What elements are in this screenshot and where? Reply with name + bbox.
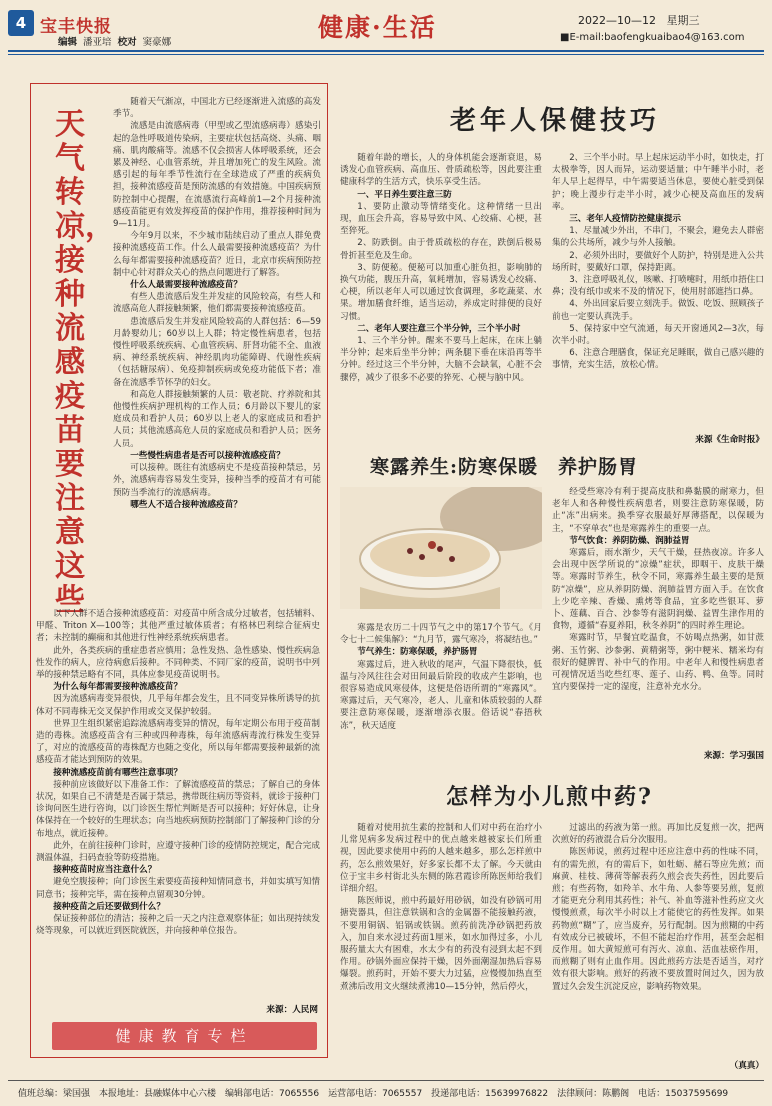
paragraph: 世界卫生组织紧密追踪流感病毒变异的情况，每年定期公布用于疫苗制造的毒株。流感疫苗含有三种或四种毒株，每年流感病毒流行株发生变异了，对应的流感疫苗的毒株配方也随之变化，所以每年都需要接种最新的流感疫苗才能达到预防的效果。: [36, 718, 320, 766]
paragraph: 寒露过后，进入秋收的尾声，气温下降很快，低温与冷风往往会对田间最后阶段的收成产生影响，也很容易造成风寒侵体，这便是俗语所谓的“寒露风”。寒露过后，天气寒冷，老人、儿童和体质较弱的人群要注意防寒保暖，逐渐增添衣服。俗话说“春捂秋冻”，秋天适度: [340, 659, 542, 731]
subheading: 接种疫苗之后还要做到什么？: [53, 901, 165, 912]
footer-info: 值班总编：梁国强 本报地址：县融媒体中心六楼 编辑部电话：7065556 运营部电话：7065557 投递部电话：15639976822 法律顾问：陈鹏阁 电话：15037595699: [18, 1089, 729, 1099]
paragraph: 3、防便秘。便秘可以加重心脏负担，影响肺的换气功能，腹压升高，氧耗增加，容易诱发心绞痛、心梗，所以老年人可以通过饮食调理，多吃蔬菜、水果。增加膳食纤维，适当运动，养成定时排便的良好习惯。: [340, 262, 542, 322]
subheading: 一、平日养生要注意三防: [357, 189, 452, 200]
left-article-title: 天气转凉，接种流感疫苗要注意这些: [55, 107, 115, 618]
article1-column-2: [552, 152, 764, 372]
paragraph: 1、三个半分钟。醒来不要马上起床，在床上躺半分钟；起来后坐半分钟；两条腿下垂在床沿再等半分钟。经过这三个半分钟，大脑不会缺氧，心脏不会骤停，减少了很多不必要的猝死、心梗与脑中风。: [340, 336, 542, 383]
paragraph: 可以接种。既往有流感病史不是疫苗接种禁忌，另外，流感病毒容易发生变异，接种当季的疫苗才有可能预防当季流行的流感病毒。: [113, 463, 321, 498]
paragraph: 此外，在前往接种门诊时，应遵守接种门诊的疫情防控规定，配合完成测温体温，扫码查验等防疫措施。: [36, 840, 320, 864]
weekday-text: 星期三: [666, 14, 700, 27]
issue-date: [578, 12, 700, 28]
article3-title: 怎样为小儿煎中药?: [446, 784, 653, 810]
paragraph: 有些人患流感后发生并发症的风险较高，有些人和流感高危人群接触频繁，他们都需要接种流感疫苗。: [113, 292, 321, 315]
subheading: 什么人最需要接种流感疫苗？: [130, 280, 242, 291]
editor-name: 潘亚培: [83, 37, 112, 48]
contact-email: ■E-mail:baofengkuaibao4@163.com: [560, 32, 745, 43]
paragraph: 接种前应该做好以下准备工作：了解流感疫苗的禁忌；了解自己的身体状况，如果自己不清楚是否属于禁忌，携带既往病历等资料，就诊于接种门诊询问医生进行咨询，以门诊医生帮忙判断是否可以接种；好好休息，让身体保持在一个较好的生理状态；向当地疾病预防控制部门了解接种门诊的分布地点，就近接种。: [36, 779, 320, 839]
article3-column-1: [340, 822, 542, 993]
article2-column-2: [552, 486, 764, 693]
paragraph: 和高危人群接触频繁的人员：敬老院、疗养院和其他慢性疾病护理机构的工作人员；6月龄以下婴儿的家庭成员和看护人员；60岁以上老人的家庭成员和看护人员；其他流感高危人员的家庭成员和看护人员；医务人员。: [113, 389, 321, 449]
paragraph: 因为流感病毒变异很快，几乎每年都会发生，且不同变异株所诱导的抗体对不同毒株无交叉保护作用或交叉保护较弱。: [36, 694, 320, 717]
subheading: 三、老年人疫情防控健康提示: [569, 214, 681, 225]
porridge-photo: [340, 487, 542, 609]
subheading: 接种流感疫苗前有哪些注意事项？: [53, 767, 183, 778]
subheading: 节气饮食：养阴防燥、润肺益胃: [569, 535, 690, 546]
subheading: 接种疫苗时应当注意什么？: [53, 865, 157, 876]
paragraph: 流感是由流感病毒（甲型或乙型流感病毒）感染引起的急性呼吸道传染病，主要症状包括高烧、头痛、咽痛、肌肉酸痛等。流感不仅会损害人体呼吸系统，还会累及神经、心血管系统，并且增加死亡的发生风险。流感引起的每年季节性流行在全球造成了严重的疾病负担，接种流感疫苗是预防流感的有效措施。中国疾病预防控制中心提醒，在流感流行高峰前1—2个月接种流感疫苗能更有效发挥疫苗的保护作用，推荐接种时间为9—11月。: [113, 121, 321, 230]
subheading: 一些慢性病患者是否可以接种流感疫苗？: [130, 450, 285, 461]
subheading: 哪些人不适合接种流感疫苗？: [130, 499, 242, 510]
article2-column-1: [340, 622, 542, 732]
paragraph: 2、三个半小时。早上起床运动半小时，如快走，打太极拳等，因人而异，运动要适量；中午睡半小时，老年人早上起得早，中午需要适当休息，要使心脏受到保护；晚上漫步行走半小时，减少心梗及高血压的发病率。: [552, 153, 764, 212]
paragraph: 4、外出回家后要立刻洗手。做饭、吃饭、照顾孩子前也一定要认真洗手。: [552, 299, 764, 322]
paragraph: 1、要防止激动等情绪变化。这种情绪一旦出现，血压会升高，容易导致中风、心绞痛、心梗，甚至猝死。: [340, 201, 542, 237]
left-article-source: 来源：人民网: [266, 1005, 318, 1015]
paragraph: 经受些寒冷有利于提高皮肤和鼻黏膜的耐寒力，但老年人和各种慢性疾病患者，则要注意防寒保暖，防止“冻”出病来。换季穿衣服最好厚薄搭配，以保暖为主，“不穿单衣”也是寒露养生的重要一点。: [552, 487, 764, 534]
header-rule-thin: [8, 54, 764, 55]
paragraph: 过滤出的药液为第一煎。再加比反复煎一次，把两次煎好的药液混合后分次服用。: [552, 823, 764, 846]
paragraph: 陈医师说，煎中药最好用砂锅，如没有砂锅可用搪瓷器具，但注意铁锅和含的金属器不能接触药液，不要用铜锅、铝锅或铁锅。煎药前洗净砂锅把药放入，加自来水浸过药面1厘米，如水加得过多，小儿服药量太大有困难，水太少有的药没有浸到太起不到作用。砂锅外面应保持干燥，因外面潮湿加热后容易爆裂。煎药时，开始不要大力过猛，应慢慢加热直至煮沸后改用文火继续煮沸10—15分钟，然后停火，: [340, 896, 542, 992]
paragraph: 3、注意呼吸礼仪，咳嗽、打喷嚏时，用纸巾捂住口鼻；没有纸巾或来不及的情况下，使用肘部遮挡口鼻。: [552, 275, 764, 298]
paragraph: 随着对使用抗生素的控制和人们对中药在治疗小儿常见病多发病过程中的优点越来越被家长们所重视，因此要求使用中药的人越来越多，那么怎样煎中药，怎么煎效果好，好多家长都不太了解。今天就由位于宝丰乡村街北头东侧的陈君霞诊所陈医师给我们详细介绍。: [340, 823, 542, 895]
article1-column-1: [340, 152, 542, 384]
paragraph: 保证接种部位的清洁；接种之后一天之内注意观察体征；如出现持续发烧等现象，可以就近到医院就医，并向接种单位报告。: [36, 914, 320, 937]
paragraph: 避免空腹接种；向门诊医生索要疫苗接种知情同意书，并如实填写知情同意书；接种完毕，需在接种点留观30分钟。: [36, 877, 320, 900]
subheading: 二、老年人要注意三个半分钟，三个半小时: [357, 323, 521, 334]
proof-label: 校对: [117, 37, 137, 48]
paragraph: 随着天气渐凉，中国北方已经逐渐进入流感的高发季节。: [113, 97, 321, 120]
paragraph: 6、注意合理膳食，保证充足睡眠，做自己感兴趣的事情，充实生活，放松心情。: [552, 348, 764, 371]
paragraph: 2、必须外出时，要做好个人防护，特别是进入公共场所时，要戴好口罩，保持距离。: [552, 250, 764, 273]
footer-rule: [8, 1080, 764, 1081]
article2-title: 寒露养生:防寒保暖 养护肠胃: [370, 456, 639, 478]
editor-label: 编辑: [58, 37, 78, 48]
paragraph: 5、保持家中空气流通，每天开窗通风2—3次，每次半小时。: [552, 323, 764, 347]
subheading: 为什么每年都需要接种流感疫苗？: [53, 682, 183, 693]
paragraph: 以下人群不适合接种流感疫苗：对疫苗中所含成分过敏者，包括辅料、甲醛、Triton X—100等；其他严重过敏体质者；有格林巴利综合征病史者；未控制的癫痫和其他进行性神经系统疾病患者。: [36, 609, 320, 644]
paragraph: 患流感后发生并发症风险较高的人群包括：6—59月龄婴幼儿；60岁以上人群；特定慢性病患者，包括慢性呼吸系统疾病、心血管疾病、肝肾功能不全、血液病、神经系统疾病、神经肌肉功能障碍、代谢性疾病（包括糖尿病）、免疫抑制疾病或免疫功能低下者；准备在流感季节怀孕的妇女。: [113, 316, 321, 388]
paragraph: 今年9月以来，不少城市陆续启动了重点人群免费接种流感疫苗工作。什么人最需要接种流感疫苗？为什么每年都需要接种流感疫苗？近日，北京市疾病预防控制中心针对群众关心的热点问题进行了解答。: [113, 231, 321, 278]
header-rule: [8, 50, 764, 52]
article1-title: 老年人保健技巧: [450, 106, 661, 136]
subheading: 节气养生：防寒保暖，养护肠胃: [357, 647, 478, 658]
paragraph: 此外，各类疾病的重症患者应慎用；急性发热、急性感染、慢性疾病急性发作的病人，应待病愈后接种。不同种类、不同厂家的疫苗，说明书中列举的接种禁忌略有不同，具体应参见疫苗说明书。: [36, 645, 320, 681]
article3-source: （真真）: [729, 1061, 764, 1071]
left-article-main-text: [36, 608, 320, 937]
article1-source: 来源《生命时报》: [695, 435, 764, 445]
paragraph: 寒露时节，早餐宜吃温食，不妨喝点热粥，如甘蔗粥、玉竹粥、沙参粥、黄精粥等，粥中粳米、糯米均有很好的健脾胃、补中气的作用。中老年人和慢性病患者可视情况适当吃些红枣、莲子、山药、鸭、鱼等。同时宜内要保持一定的湿度，注意补充水分。: [552, 633, 764, 693]
paragraph: 寒露是农历二十四节气之中的第17个节气。《月令七十二候集解》：“九月节，露气寒冷，将凝结也。”: [340, 623, 542, 646]
paragraph: 2、防跌倒。由于骨质疏松的存在，跌倒后极易骨折甚至危及生命。: [340, 238, 542, 261]
paragraph: 随着年龄的增长，人的身体机能会逐渐衰退，易诱发心血管疾病、高血压、骨质疏松等，因此要注重健康科学的生活方式，快乐享受生活。: [340, 153, 542, 188]
paragraph: 陈医师说，煎药过程中还应注意中药的性味不同，有的需先煎，有的需后下，如牡蛎、赭石等应先煎；而麻黄、桂枝、薄荷等解表药久煎会丧失药性，因此要后煎；有些药物，如羚羊、水牛角、人参等要另煎，复煎才能更充分利用其药性；补气、补血等滋补性药应文火慢慢煎煮，每次半小时以上才能使它的药性发挥。如果药物煎“糊”了，应当废弃，另行配制。因为煎糊的中药有效成分已被破坏，不但不能起治疗作用，甚至会起相反作用。如大黄短煎可有泻火、凉血、活血祛瘀作用，而煎糊了则有止血作用。因此煎药方法是否适当，对疗效有很大影响。煎好的药液不要放置时间过久，因为放置过久会发生沉淀反应，影响药物效果。: [552, 847, 764, 992]
credits-line: [58, 34, 171, 48]
date-text: 2022—10—12: [578, 14, 656, 27]
newspaper-brand: 宝丰快报: [40, 17, 112, 37]
column-banner: 健康教育专栏: [52, 1022, 317, 1050]
proofreader-name: 窦豪娜: [142, 37, 172, 48]
article2-source: 来源：学习强国: [703, 751, 764, 761]
page-number: 4: [8, 10, 34, 36]
paragraph: 寒露后，雨水渐少，天气干燥，昼热夜凉。许多人会出现中医学所说的“凉燥”症状，即咽干、皮肤干燥等。寒露时节养生，秋令不同，寒露养生最主要的是预防“凉燥”，应从养阴防燥、润肺益胃方面入手。在饮食上少吃辛辣、香燥、熏烤等食品，宜多吃些银耳、萝卜、莲藕、百合、沙参等有滋阴润燥、益胃生津作用的食物，遵循“春夏养阳，秋冬养阴”的四时养生理论。: [552, 548, 764, 632]
article3-column-2: [552, 822, 764, 993]
paragraph: 1、尽量减少外出，不串门，不聚会，避免去人群密集的公共场所，减少与外人接触。: [552, 226, 764, 249]
section-title: 健康·生活: [318, 13, 437, 42]
left-article-top-text: [113, 96, 321, 511]
